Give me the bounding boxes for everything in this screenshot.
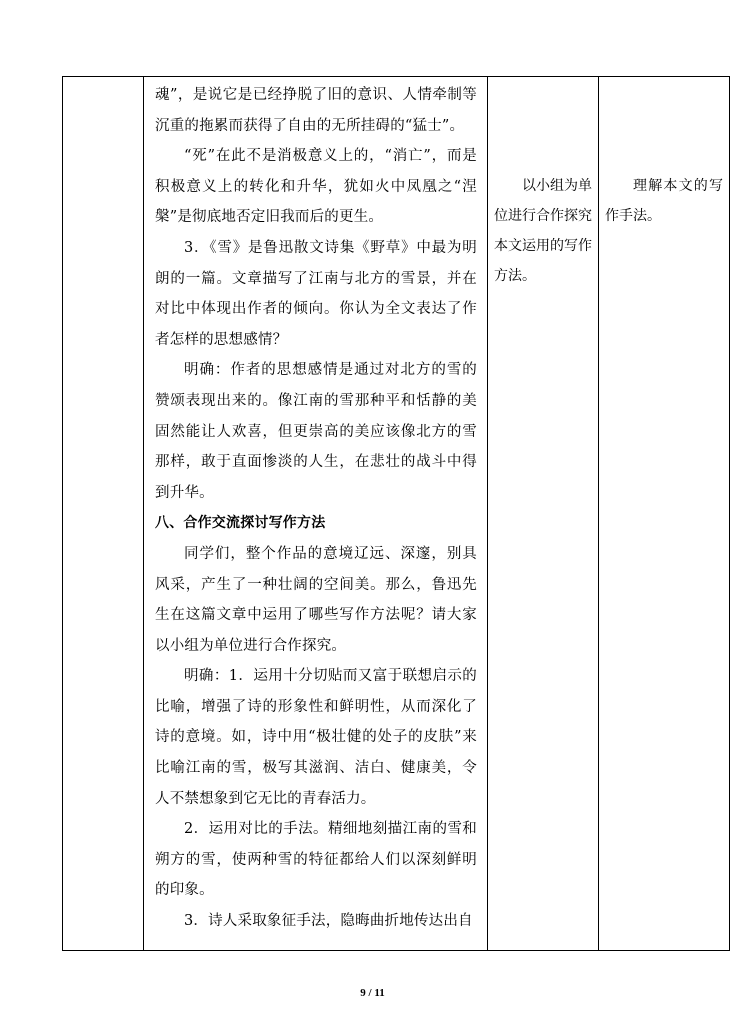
paragraph-3: 3．《雪》是鲁迅散文诗集《野草》中最为明朗的一篇。文章描写了江南与北方的雪景，并在对比中体现出作者的倾向。你认为全文表达了作者怎样的思想感情？ xyxy=(155,239,477,348)
design-intent-cell xyxy=(599,77,730,951)
paragraph-4: 明确：作者的思想感情是通过对北方的雪的赞颂表现出来的。像江南的雪那种平和恬静的美固然能让人欢喜，但更崇高的美应该像北方的雪那样，敢于直面惨淡的人生，在悲壮的战斗中得到升华。 xyxy=(155,362,477,501)
lesson-plan-table xyxy=(62,76,730,951)
paragraph-6: 明确：1．运用十分切贴而又富于联想启示的比喻，增强了诗的形象性和鲜明性，从而深化了诗的意境。如，诗中用“极壮健的处子的皮肤”来比喻江南的雪，极写其滋润、洁白、健康美，令人不禁想象到它无比的青春活力。 xyxy=(155,668,477,807)
teaching-content-cell xyxy=(144,77,488,951)
paragraph-2: “死”在此不是消极意义上的，“消亡”，而是积极意义上的转化和升华，犹如火中凤凰之“涅槃”是彻底地否定旧我而后的更生。 xyxy=(155,148,477,226)
student-activity-text: 以小组为单位进行合作探究本文运用的写作方法。 xyxy=(494,178,592,284)
left-empty-cell xyxy=(63,77,144,951)
page-number: 9 / 11 xyxy=(360,987,385,999)
paragraph-5: 同学们，整个作品的意境辽远、深邃，别具风采，产生了一种壮阔的空间美。那么，鲁迅先生在这篇文章中运用了哪些写作方法呢？请大家以小组为单位进行合作探究。 xyxy=(155,545,477,654)
paragraph-8: 3．诗人采取象征手法，隐晦曲折地传达出自 xyxy=(184,913,473,930)
table-row xyxy=(63,77,730,951)
paragraph-1: 魂”，是说它是已经挣脱了旧的意识、人情牵制等沉重的拖累而获得了自由的无所挂碍的“猛士”。 xyxy=(155,87,477,134)
student-activity-cell xyxy=(488,77,599,951)
design-intent-text: 理解本文的写作手法。 xyxy=(605,178,723,224)
paragraph-7: 2．运用对比的手法。精细地刻描江南的雪和朔方的雪，使两种雪的特征都给人们以深刻鲜明的印象。 xyxy=(155,821,477,899)
section-heading: 八、合作交流探讨写作方法 xyxy=(155,515,326,532)
